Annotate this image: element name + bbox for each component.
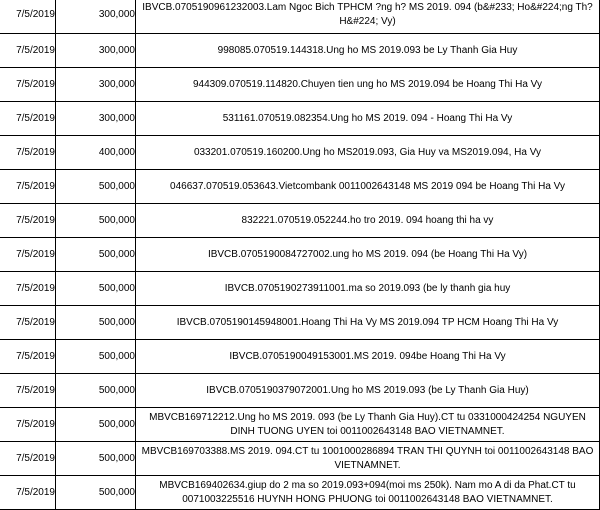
- amount-cell: 300,000: [56, 68, 136, 102]
- date-cell: 7/5/2019: [0, 170, 56, 204]
- table-row: [0, 34, 600, 68]
- date-cell: 7/5/2019: [0, 340, 56, 374]
- date-cell: 7/5/2019: [0, 0, 56, 34]
- date-cell: 7/5/2019: [0, 272, 56, 306]
- date-cell: 7/5/2019: [0, 442, 56, 476]
- amount-cell: 300,000: [56, 34, 136, 68]
- date-cell: 7/5/2019: [0, 68, 56, 102]
- date-cell: 7/5/2019: [0, 34, 56, 68]
- table-row: [0, 102, 600, 136]
- description-cell: IBVCB.0705190084727002.ung ho MS 2019. 094 (be Hoang Thi Ha Vy): [136, 238, 600, 272]
- description-cell: MBVCB169402634.giup do 2 ma so 2019.093+094(moi ms 250k). Nam mo A di da Phat.CT tu 0071003225516 HUYNH HONG PHUONG toi 0011002643148 BAO VIETNAMNET.: [136, 476, 600, 510]
- table-row: [0, 204, 600, 238]
- amount-cell: 500,000: [56, 170, 136, 204]
- table-row: [0, 374, 600, 408]
- date-cell: 7/5/2019: [0, 238, 56, 272]
- date-cell: 7/5/2019: [0, 476, 56, 510]
- date-cell: 7/5/2019: [0, 374, 56, 408]
- table-row: [0, 170, 600, 204]
- date-cell: 7/5/2019: [0, 136, 56, 170]
- description-cell: 033201.070519.160200.Ung ho MS2019.093, Gia Huy va MS2019.094, Ha Vy: [136, 136, 600, 170]
- description-cell: IBVCB.0705190379072001.Ung ho MS 2019.093 (be Ly Thanh Gia Huy): [136, 374, 600, 408]
- amount-cell: 500,000: [56, 204, 136, 238]
- table-row: [0, 476, 600, 510]
- description-cell: 832221.070519.052244.ho tro 2019. 094 hoang thi ha vy: [136, 204, 600, 238]
- description-cell: IBVCB.0705190273911001.ma so 2019.093 (be ly thanh gia huy: [136, 272, 600, 306]
- table-row: [0, 238, 600, 272]
- description-cell: MBVCB169703388.MS 2019. 094.CT tu 1001000286894 TRAN THI QUYNH toi 0011002643148 BAO VIETNAMNET.: [136, 442, 600, 476]
- amount-cell: 500,000: [56, 272, 136, 306]
- amount-cell: 400,000: [56, 136, 136, 170]
- description-cell: IBVCB.0705190961232003.Lam Ngoc Bich TPHCM ?ng h? MS 2019. 094 (b&#233; Ho&#224;ng Th? H&#224; Vy): [136, 0, 600, 34]
- amount-cell: 300,000: [56, 0, 136, 34]
- table-row: [0, 68, 600, 102]
- description-cell: 944309.070519.114820.Chuyen tien ung ho MS 2019.094 be Hoang Thi Ha Vy: [136, 68, 600, 102]
- table-row: [0, 136, 600, 170]
- description-cell: IBVCB.0705190145948001.Hoang Thi Ha Vy MS 2019.094 TP HCM Hoang Thi Ha Vy: [136, 306, 600, 340]
- amount-cell: 300,000: [56, 102, 136, 136]
- description-cell: IBVCB.0705190049153001.MS 2019. 094be Hoang Thi Ha Vy: [136, 340, 600, 374]
- table-row: [0, 408, 600, 442]
- amount-cell: 500,000: [56, 238, 136, 272]
- table-row: [0, 442, 600, 476]
- description-cell: 531161.070519.082354.Ung ho MS 2019. 094 - Hoang Thi Ha Vy: [136, 102, 600, 136]
- amount-cell: 500,000: [56, 476, 136, 510]
- table-row: [0, 0, 600, 34]
- table-row: [0, 306, 600, 340]
- amount-cell: 500,000: [56, 408, 136, 442]
- table-row: [0, 272, 600, 306]
- description-cell: MBVCB169712212.Ung ho MS 2019. 093 (be Ly Thanh Gia Huy).CT tu 0331000424254 NGUYEN DINH TUONG UYEN toi 0011002643148 BAO VIETNAMNET.: [136, 408, 600, 442]
- amount-cell: 500,000: [56, 374, 136, 408]
- date-cell: 7/5/2019: [0, 204, 56, 238]
- date-cell: 7/5/2019: [0, 408, 56, 442]
- description-cell: 046637.070519.053643.Vietcombank 0011002643148 MS 2019 094 be Hoang Thi Ha Vy: [136, 170, 600, 204]
- amount-cell: 500,000: [56, 340, 136, 374]
- table-row: [0, 340, 600, 374]
- date-cell: 7/5/2019: [0, 102, 56, 136]
- amount-cell: 500,000: [56, 442, 136, 476]
- description-cell: 998085.070519.144318.Ung ho MS 2019.093 be Ly Thanh Gia Huy: [136, 34, 600, 68]
- amount-cell: 500,000: [56, 306, 136, 340]
- date-cell: 7/5/2019: [0, 306, 56, 340]
